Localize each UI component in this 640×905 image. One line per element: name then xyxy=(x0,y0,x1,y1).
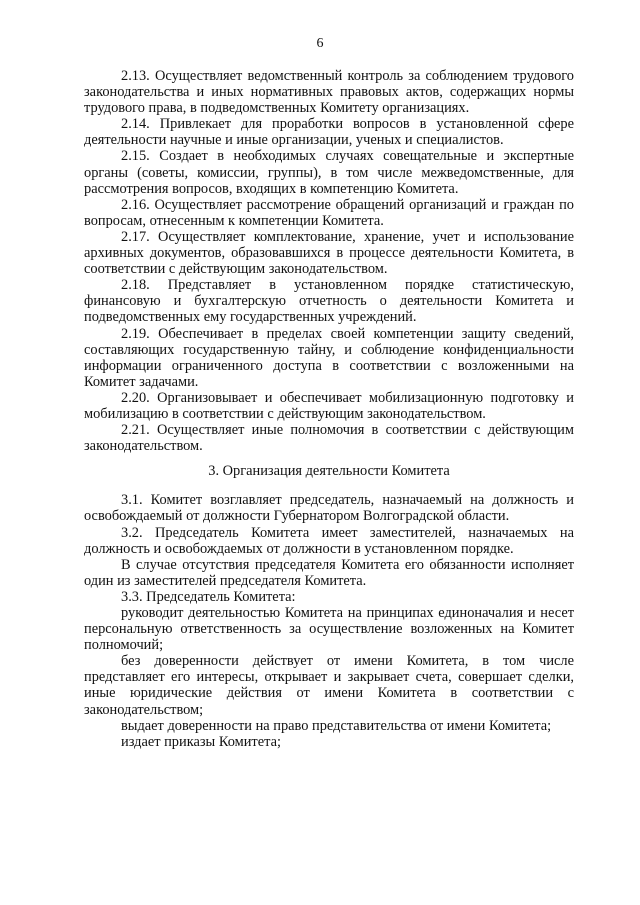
paragraph-chairman-duty-3: выдает доверенности на право представительства от имени Комитета; xyxy=(121,717,552,734)
paragraph-2-16: 2.16. Осуществляет рассмотрение обращений организаций и граждан по вопросам, отнесенным к компетенции Комитета. xyxy=(84,196,574,229)
paragraph-chairman-duty-2: без доверенности действует от имени Комитета, в том числе представляет его интересы, открывает и закрывает счета, совершает сделки, иные юридические действия от имени Комитета в соответствии с законодательством; xyxy=(84,653,574,718)
paragraph-3-1: 3.1. Комитет возглавляет председатель, назначаемый на должность и освобождаемый от должности Губернатором Волгоградской области. xyxy=(84,492,574,525)
paragraph-2-14: 2.14. Привлекает для проработки вопросов в установленной сфере деятельности научные и иные организации, ученых и специалистов. xyxy=(84,116,574,149)
section-heading: 3. Организация деятельности Комитета xyxy=(208,463,450,480)
paragraph-2-20: 2.20. Организовывает и обеспечивает мобилизационную подготовку и мобилизацию в соответствии с действующим законодательством. xyxy=(84,389,574,422)
paragraph-2-21: 2.21. Осуществляет иные полномочия в соответствии с действующим законодательством. xyxy=(84,422,574,455)
document-body xyxy=(84,68,574,750)
paragraph-2-19: 2.19. Обеспечивает в пределах своей компетенции защиту сведений, составляющих государственную тайну, и соблюдение конфиденциальности информации ограниченного доступа в соответствии с возложенными на Комитет задачами. xyxy=(84,325,574,390)
paragraph-3-2: 3.2. Председатель Комитета имеет заместителей, назначаемых на должность и освобождаемых от должности в установленном порядке. xyxy=(84,524,574,557)
paragraph-deputy-substitution: В случае отсутствия председателя Комитета его обязанности исполняет один из заместителей председателя Комитета. xyxy=(84,556,574,589)
paragraph-3-3: 3.3. Председатель Комитета: xyxy=(121,588,296,605)
paragraph-chairman-duty-4: издает приказы Комитета; xyxy=(121,733,281,750)
page-number: 6 xyxy=(316,36,324,51)
paragraph-2-18: 2.18. Представляет в установленном порядке статистическую, финансовую и бухгалтерскую отчетность о деятельности Комитета и подведомственных ему государственных учреждений. xyxy=(84,277,574,326)
paragraph-chairman-duty-1: руководит деятельностью Комитета на принципах единоначалия и несет персональную ответственность за осуществление возложенных на Комитет полномочий; xyxy=(84,605,574,654)
paragraph-2-13: 2.13. Осуществляет ведомственный контроль за соблюдением трудового законодательства и иных нормативных правовых актов, содержащих нормы трудового права, в подведомственных Комитету организациях. xyxy=(84,68,574,117)
paragraph-2-15: 2.15. Создает в необходимых случаях совещательные и экспертные органы (советы, комиссии, группы), в том числе межведомственные, для рассмотрения вопросов, входящих в компетенцию Комитета. xyxy=(84,148,574,197)
paragraph-2-17: 2.17. Осуществляет комплектование, хранение, учет и использование архивных документов, образовавшихся в процессе деятельности Комитета, в соответствии с действующим законодательством. xyxy=(84,228,574,278)
